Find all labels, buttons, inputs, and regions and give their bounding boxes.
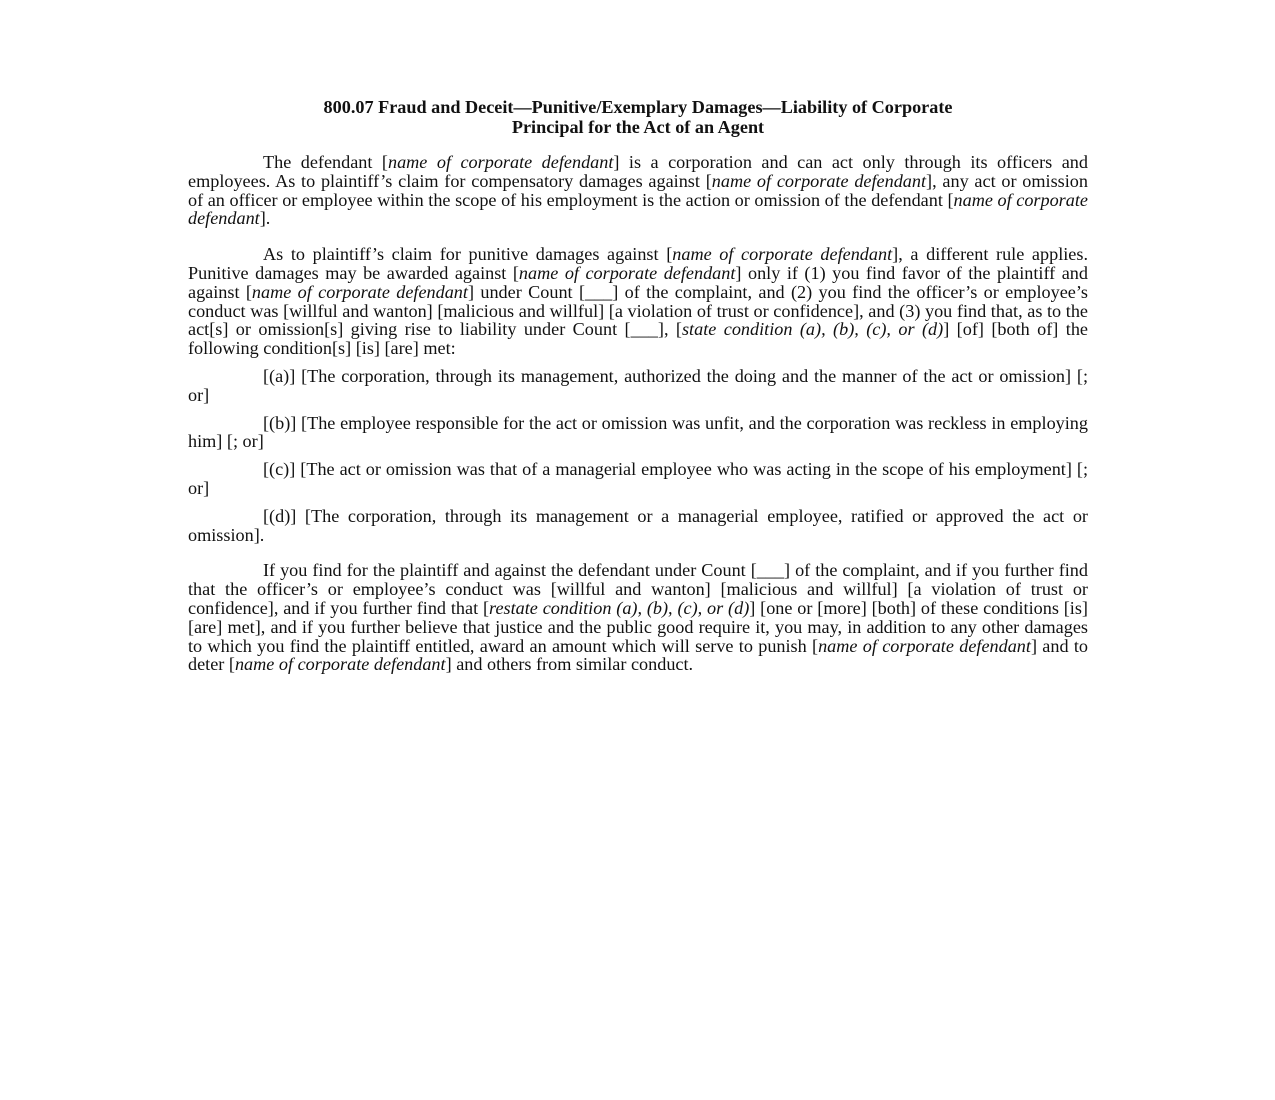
body-text: ], a different rule applies. Punitive damages may be awarded against [ bbox=[188, 244, 1088, 283]
paragraph-award bbox=[188, 561, 1088, 674]
condition-c bbox=[188, 460, 1088, 498]
body-text: [(a)] [The corporation, through its management, authorized the doing and the manner of the act or omission] [; or] bbox=[188, 365, 1088, 405]
body-text: As to plaintiff’s claim for punitive damages against [ bbox=[263, 244, 673, 265]
body-text: The defendant [ bbox=[263, 152, 388, 172]
title-line-1: 800.07 Fraud and Deceit—Punitive/Exemplary Damages—Liability of Corporate bbox=[323, 97, 953, 117]
document-page bbox=[188, 98, 1088, 674]
body-text: ] [one or [more] [both] of these conditions [is] [are] met], and if you further believe that justice and the public good require it, you may, in addition to any other damages to which you find the plaintiff entitled, award an amount which will serve to punish [ bbox=[188, 597, 1088, 656]
placeholder-text: name of corporate defendant bbox=[234, 654, 446, 675]
paragraph-compensatory bbox=[188, 153, 1088, 228]
condition-a bbox=[188, 367, 1088, 405]
condition-b bbox=[188, 414, 1088, 452]
body-text: ] under Count [___] of the complaint, and (2) you find the officer’s or employee’s conduct was [willful and wanton] [malicious and willful] [a violation of trust or confidence], and (3) you find that, as to the act[s] or omission[s] giving rise to liability under Count [___], [ bbox=[188, 281, 1088, 340]
body-text: [(c)] [The act or omission was that of a managerial employee who was acting in the scope of his employment] [; or] bbox=[188, 459, 1088, 498]
placeholder-text: name of corporate defendant bbox=[672, 244, 893, 265]
body-text: ] [of] [both of] the following condition[s] [is] [are] met: bbox=[188, 319, 1089, 359]
placeholder-text: name of corporate defendant bbox=[188, 189, 1088, 229]
title-line-2: Principal for the Act of an Agent bbox=[511, 116, 765, 137]
placeholder-text: name of corporate defendant bbox=[711, 170, 927, 191]
placeholder-text: name of corporate defendant bbox=[518, 262, 736, 283]
placeholder-text: state condition (a), (b), (c), or (d) bbox=[681, 319, 944, 340]
body-text: ] only if (1) you find favor of the plaintiff and against [ bbox=[188, 262, 1088, 302]
body-text: [(d)] [The corporation, through its management or a managerial employee, ratified or approved the act or omission]. bbox=[188, 505, 1088, 545]
body-text: [(b)] [The employee responsible for the act or omission was unfit, and the corporation was reckless in employing him] [; or] bbox=[188, 412, 1088, 452]
body-text: ] is a corporation and can act only through its officers and employees. As to plaintiff’s claim for compensatory damages against [ bbox=[188, 152, 1088, 191]
placeholder-text: name of corporate defendant bbox=[818, 635, 1031, 656]
document-title bbox=[188, 98, 1088, 137]
condition-d bbox=[188, 507, 1088, 545]
body-text: ] and others from similar conduct. bbox=[445, 654, 694, 675]
paragraph-punitive bbox=[188, 245, 1088, 358]
body-text: ], any act or omission of an officer or employee within the scope of his employment is the action or omission of the defendant [ bbox=[188, 170, 1088, 210]
placeholder-text: name of corporate defendant bbox=[251, 281, 468, 302]
placeholder-text: restate condition (a), (b), (c), or (d) bbox=[489, 597, 750, 618]
body-text: ]. bbox=[259, 208, 271, 229]
body-text: ] and to deter [ bbox=[188, 635, 1088, 675]
placeholder-text: name of corporate defendant bbox=[387, 152, 614, 172]
body-text: If you find for the plaintiff and against the defendant under Count [___] of the complaint, and if you further find that the officer’s or employee’s conduct was [willful and wanton] [malicious and willful] [a violation of trust or confidence], and if you further find that [ bbox=[188, 560, 1088, 618]
